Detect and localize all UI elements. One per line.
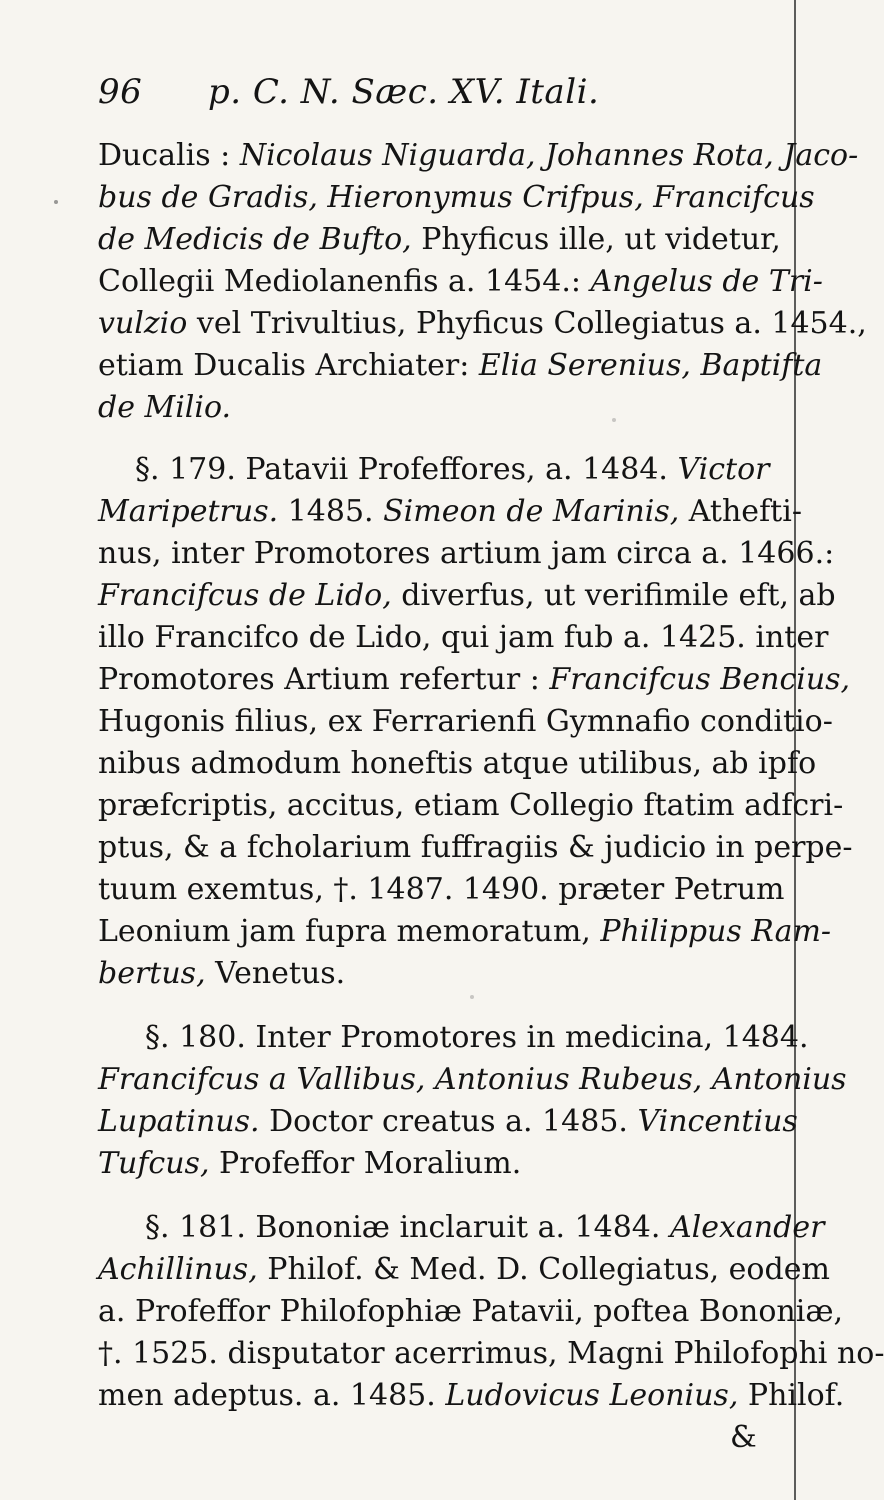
text-line: Collegii Mediolanenfis a. 1454.: Angelus de Tri- [98, 264, 823, 299]
text-line: Francifcus de Lido, diverfus, ut verifimile eft, ab [98, 578, 836, 613]
text-line: de Milio. [98, 390, 232, 425]
catchword: & [730, 1420, 757, 1455]
text-line: Lupatinus. Doctor creatus a. 1485. Vincentius [98, 1104, 798, 1139]
text-line: illo Francifco de Lido, qui jam fub a. 1425. inter [98, 620, 829, 655]
text-line: Francifcus a Vallibus, Antonius Rubeus, Antonius [98, 1062, 847, 1097]
text-line: Hugonis filius, ex Ferrarienfi Gymnafio conditio- [98, 704, 833, 739]
text-line: tuum exemtus, †. 1487. 1490. præter Petrum [98, 872, 785, 907]
running-title: p. C. N. Sæc. XV. Itali. [208, 72, 600, 112]
text-line: præfcriptis, accitus, etiam Collegio ftatim adfcri- [98, 788, 844, 823]
text-line: de Medicis de Bufto, Phyficus ille, ut videtur, [98, 222, 781, 257]
text-line: Promotores Artium refertur : Francifcus Bencius, [98, 662, 851, 697]
paper-speck [612, 418, 616, 422]
text-line: Achillinus, Philof. & Med. D. Collegiatus, eodem [98, 1252, 830, 1287]
text-line: Leonium jam fupra memoratum, Philippus Ram- [98, 914, 832, 949]
paper-speck [54, 200, 58, 204]
paper-speck [470, 995, 474, 999]
text-line: ptus, & a fcholarium fuffragiis & judicio in perpe- [98, 830, 853, 865]
text-line: bus de Gradis, Hieronymus Crifpus, Francifcus [98, 180, 815, 215]
text-line: Tufcus, Profeffor Moralium. [98, 1146, 522, 1181]
text-line: a. Profeffor Philofophiæ Patavii, poftea Bononiæ, [98, 1294, 844, 1329]
text-line: †. 1525. disputator acerrimus, Magni Philofophi no- [98, 1336, 884, 1371]
section-179-start: §. 179. Patavii Profeffores, a. 1484. Victor [135, 452, 770, 487]
text-line: vulzio vel Trivultius, Phyficus Collegiatus a. 1454., [98, 306, 867, 341]
section-180-start: §. 180. Inter Promotores in medicina, 1484. [145, 1020, 809, 1055]
text-line: nus, inter Promotores artium jam circa a. 1466.: [98, 536, 835, 571]
text-line: etiam Ducalis Archiater: Elia Serenius, Baptifta [98, 348, 823, 383]
text-line: nibus admodum honeftis atque utilibus, ab ipfo [98, 746, 817, 781]
text-line: bertus, Venetus. [98, 956, 346, 991]
text-line: Ducalis : Nicolaus Niguarda, Johannes Rota, Jaco- [98, 138, 859, 173]
text-line: Maripetrus. 1485. Simeon de Marinis, Athefti- [98, 494, 802, 529]
section-181-start: §. 181. Bononiæ inclaruit a. 1484. Alexander [145, 1210, 825, 1245]
page-number: 96 [98, 72, 143, 112]
text-line: men adeptus. a. 1485. Ludovicus Leonius, Philof. [98, 1378, 845, 1413]
